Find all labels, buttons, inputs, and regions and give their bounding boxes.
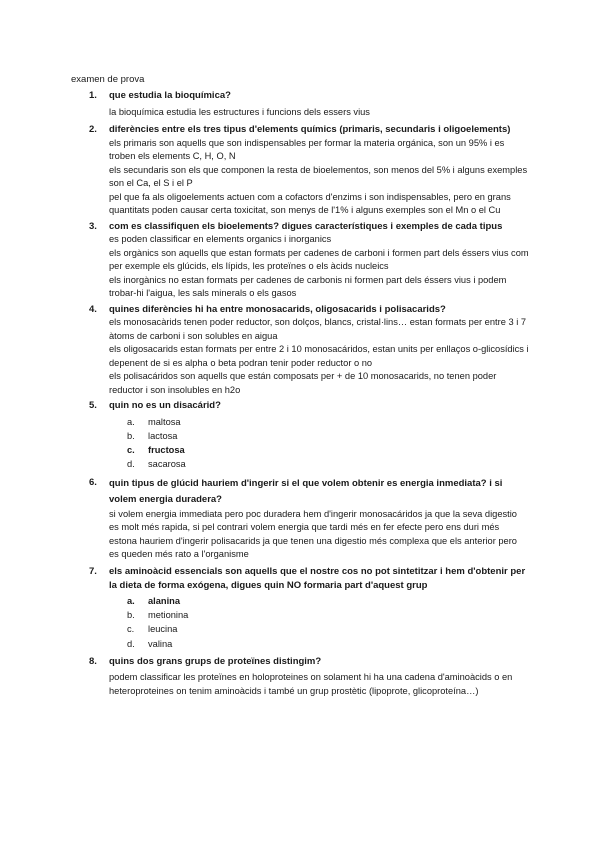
option-letter: b. bbox=[127, 609, 135, 620]
document-title: examen de prova bbox=[71, 74, 145, 85]
question-number: 3. bbox=[89, 220, 97, 232]
question-8 bbox=[89, 655, 529, 699]
options-list bbox=[127, 594, 529, 651]
option-text: maltosa bbox=[148, 416, 181, 427]
answer-line: els secundaris son els que componen la resta de bioelementos, son menos del 5% i alguns exemples son el Ca, el S i el P bbox=[109, 164, 528, 188]
options-list bbox=[127, 415, 529, 472]
question-number: 8. bbox=[89, 655, 97, 667]
answer-line: es poden classificar en elements organics i inorganics bbox=[109, 234, 332, 244]
option-d bbox=[127, 637, 529, 651]
question-number: 2. bbox=[89, 124, 97, 135]
answer-line: podem classificar les proteïnes en holoproteines on solament hi ha una cadena d'aminoàcids o en heteroproteines on tenim aminoàcids i també un grup prostètic (lipoprote, glicoproteína…) bbox=[109, 672, 513, 697]
option-c-selected bbox=[127, 443, 529, 457]
question-number: 5. bbox=[89, 400, 97, 411]
answer-line: si volem energia immediata pero poc duradera hem d'ingerir monosacáridos ja que la seva digestio es molt més rapida, si pel contrari volem energia que tardi més en fer efecte pero ens duri més estona hauriem d'ingerir polisacarids ja que tenen una digestio més complexa que els anterior pero es queden més rato a l'organisme bbox=[109, 508, 517, 560]
question-3 bbox=[89, 220, 529, 301]
question-text: que estudia la bioquímica? bbox=[109, 90, 231, 101]
option-b bbox=[127, 608, 529, 622]
option-letter: a. bbox=[127, 416, 135, 427]
answer-line: els monosacàrids tenen poder reductor, son dolços, blancs, cristal·lins… estan formats per entre 3 i 7 àtoms de carboni i son solubles en aigua bbox=[109, 317, 527, 341]
option-d bbox=[127, 457, 529, 471]
option-letter: d. bbox=[127, 459, 135, 470]
question-text: quin tipus de glúcid hauriem d'ingerir si el que volem obtenir es energia inmediata? i si volem energia duradera? bbox=[109, 477, 503, 505]
option-b bbox=[127, 429, 529, 443]
answer-line: la bioquímica estudia les estructures i funcions dels essers vius bbox=[109, 106, 370, 117]
option-letter: b. bbox=[127, 430, 135, 441]
question-2 bbox=[89, 123, 529, 218]
option-a-selected bbox=[127, 594, 529, 608]
option-letter: d. bbox=[127, 638, 135, 649]
option-text: valina bbox=[148, 638, 173, 649]
question-text: quines diferències hi ha entre monosacarids, oligosacarids i polisacarids? bbox=[109, 303, 446, 315]
question-5 bbox=[89, 399, 529, 472]
option-text: alanina bbox=[148, 595, 181, 606]
option-a bbox=[127, 415, 529, 429]
answer-line: els orgànics son aquells que estan formats per cadenes de carboni i formen part dels éssers vius com per exemple els glúcids, els lípids, les proteïnes o els àcids nucleics bbox=[109, 247, 529, 271]
question-text: els aminoàcid essencials son aquells que el nostre cos no pot sintetitzar i hem d'obtenir per la dieta de forma exógena, digues quin NO formaria part d'aquest grup bbox=[109, 565, 526, 592]
option-text: metionina bbox=[148, 609, 189, 620]
question-text: com es classifiquen els bioelements? digues característiques i exemples de cada tipus bbox=[109, 220, 503, 232]
question-text: quins dos grans grups de proteïnes distingim? bbox=[109, 655, 322, 667]
question-number: 1. bbox=[89, 90, 97, 101]
question-7 bbox=[89, 565, 529, 651]
question-1 bbox=[89, 89, 529, 119]
option-letter: c. bbox=[127, 445, 135, 456]
option-letter: a. bbox=[127, 595, 135, 606]
answer-line: els inorgànics no estan formats per cadenes de carbonis ni formen part dels éssers vius i podem trobar-hi l'aigua, les sals minerals o els gasos bbox=[109, 274, 507, 298]
question-6 bbox=[89, 476, 529, 562]
question-text: quin no es un disacárid? bbox=[109, 400, 221, 411]
answer-line: els oligosacarids estan formats per entre 2 i 10 monosacáridos, estan units per enllaços o-glicosídics i depenent de si es alpha o beta podran tenir poder reductor o no bbox=[109, 344, 529, 368]
question-text: diferències entre els tres tipus d'elements químics (primaris, secundaris i oligoelements) bbox=[109, 124, 511, 135]
option-letter: c. bbox=[127, 624, 135, 635]
option-text: lactosa bbox=[148, 430, 178, 441]
option-text: sacarosa bbox=[148, 459, 186, 470]
option-text: leucina bbox=[148, 624, 178, 635]
question-number: 4. bbox=[89, 303, 97, 315]
question-number: 6. bbox=[89, 476, 97, 488]
answer-line: pel que fa als oligoelements actuen com a cofactors d'enzims i son indispensables, pero en grans quantitats poden causar certa toxicitat, son menys de l'1% i alguns exemples son el Mn o el Cu bbox=[109, 191, 511, 215]
question-list bbox=[89, 89, 529, 698]
option-text: fructosa bbox=[148, 445, 185, 456]
answer-line: els polisacáridos son aquells que están composats per + de 10 monosacarids, no tenen poder reductor i son insolubles en h2o bbox=[109, 371, 497, 395]
answer-line: els primaris son aquells que son indispensables per formar la materia orgánica, son un 95% i es troben els elements C, H, O, N bbox=[109, 137, 505, 161]
question-number: 7. bbox=[89, 565, 97, 577]
question-4 bbox=[89, 303, 529, 398]
option-c bbox=[127, 622, 529, 636]
